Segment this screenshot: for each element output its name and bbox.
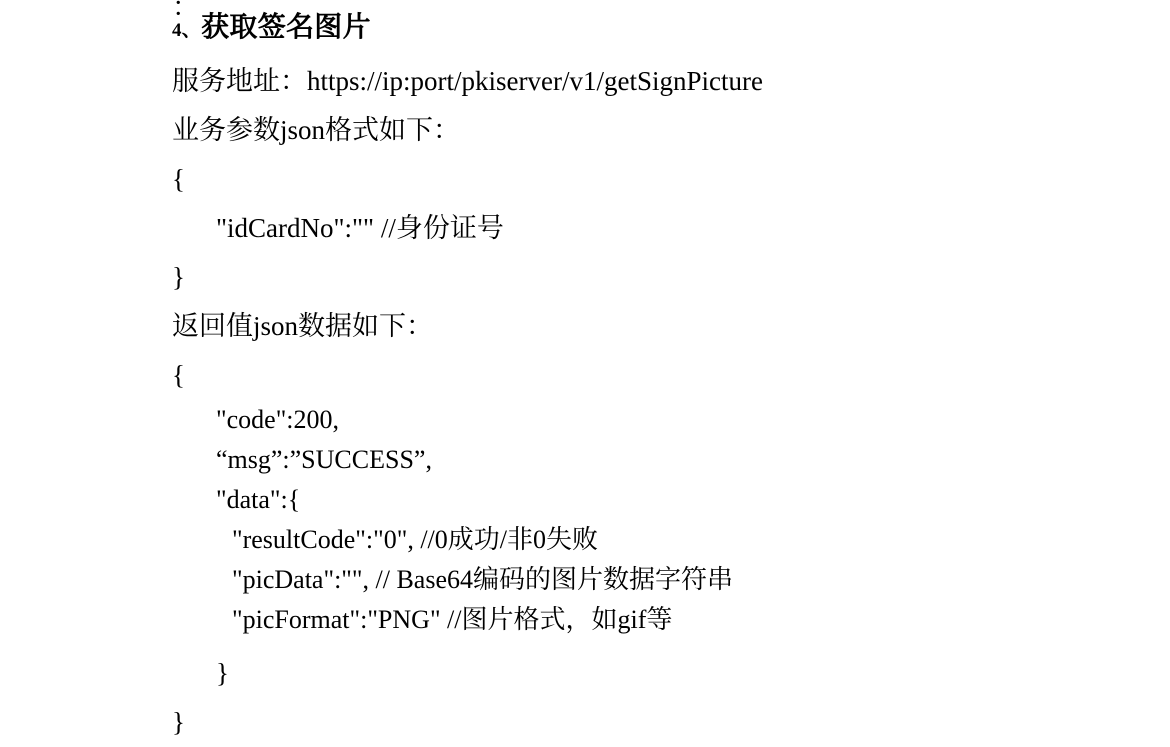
- response-field-resultcode: "resultCode":"0", //0成功/非0失败: [232, 525, 598, 554]
- section-number: 4、: [172, 20, 202, 41]
- clipped-previous-line: ：: [172, 0, 199, 22]
- section-heading: [172, 8, 1170, 51]
- response-field-msg: “msg”:”SUCCESS”,: [216, 445, 432, 474]
- request-open-brace: {: [172, 164, 185, 194]
- response-field-picformat: "picFormat":"PNG" //图片格式，如gif等: [232, 605, 673, 634]
- response-data-close-brace: }: [216, 658, 229, 688]
- request-params-label: 业务参数json格式如下：: [172, 115, 461, 145]
- response-label: 返回值json数据如下：: [172, 311, 434, 341]
- service-address-line: 服务地址：https://ip:port/pkiserver/v1/getSignPicture: [172, 66, 763, 96]
- response-open-brace: {: [172, 360, 185, 390]
- request-close-brace: }: [172, 262, 185, 292]
- response-close-brace: }: [172, 707, 185, 737]
- request-field-idcardno: "idCardNo":"" //身份证号: [216, 213, 504, 243]
- response-field-picdata: "picData":"", // Base64编码的图片数据字符串: [232, 565, 734, 594]
- response-field-code: "code":200,: [216, 405, 340, 434]
- section-title: 获取签名图片: [201, 12, 371, 43]
- response-field-data-open: "data":{: [216, 485, 301, 514]
